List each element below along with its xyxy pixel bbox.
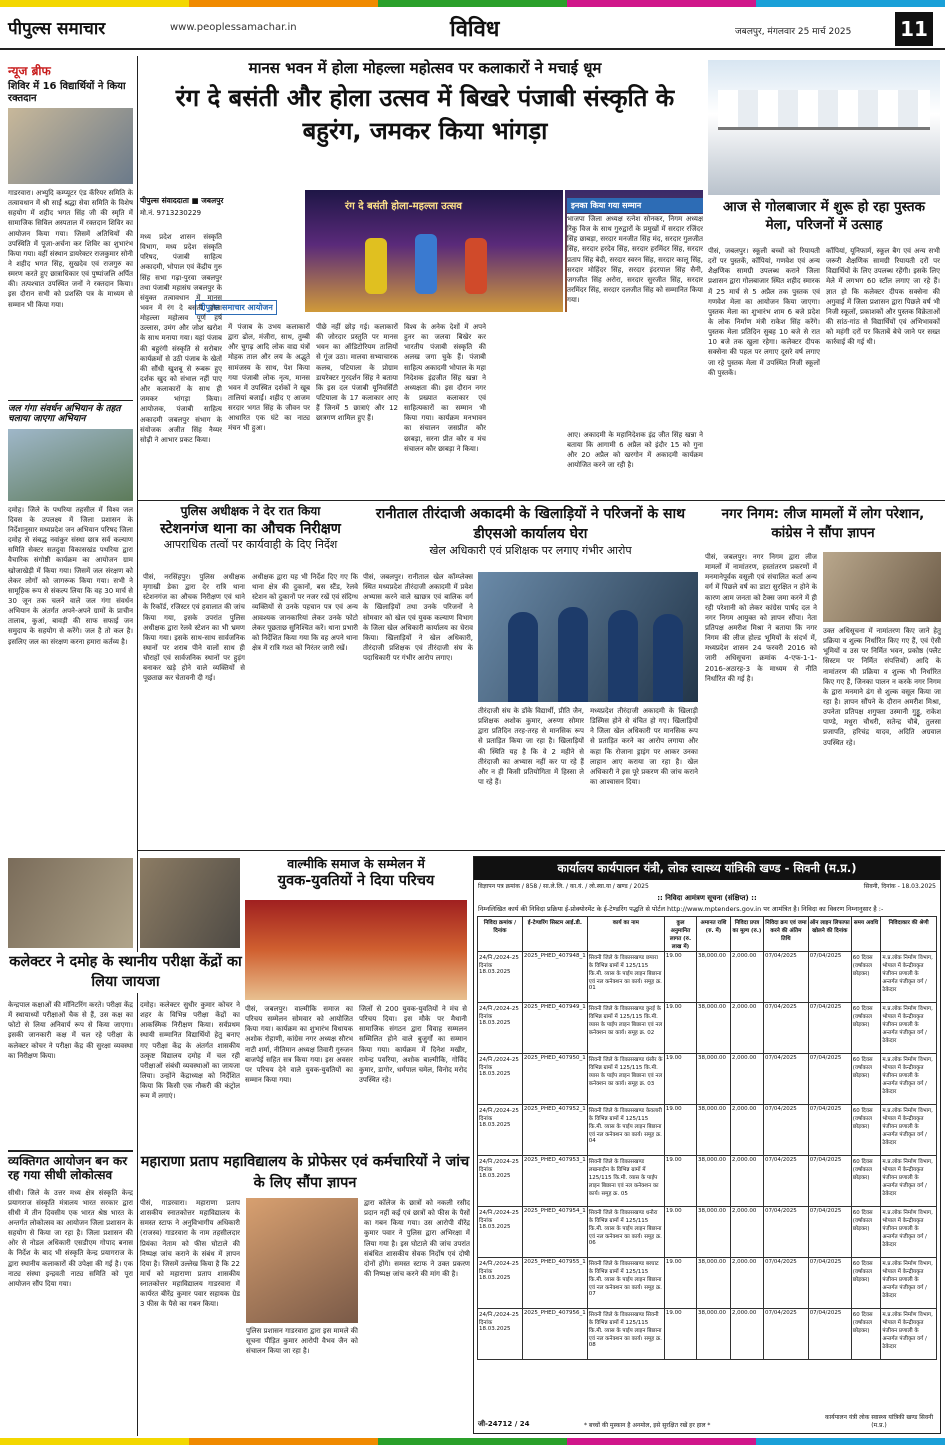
lead-col4: विश्व के अनेक देशों में अपने हुनर का जलवा बिखेर कर भारतीय पंजाबी संस्कृति की अलख जगा चुके हैं। पंजाबी साहित्य अकादमी भोपाल के महा निदेशक इंद्रजीत सिंह खन्ना ने अध्यक्षता की। इस दौरान नगर के प्रख्यात कलाकार एवं साहित्यकारों का सम्मान भी किया गया। कार्यक्रम मनभावन का संचालन जसप्रीत कौर छाबड़ा, सरना प्रीत कौर व मंच संचालन कौर छाबड़ा ने किया। [404, 323, 486, 453]
tender-cell-id: 2025_PHED_407956_1 [522, 1309, 587, 1360]
tender-cell-id: 2025_PHED_407950_1 [522, 1054, 587, 1105]
tender-cell-open: 07/04/2025 [808, 952, 851, 1003]
professor-col2: द्वारा कॉलेज के छात्रों को नकली रसीद प्रदान नहीं कई एवं छात्रों को फीस के पैसों का गबन किया गया। उस आरोपी वीरेंद्र कुमार पवार ने पुलिस द्वारा अभिरक्षा में लिया गया है। इस घोटाले की जांच उपरांत संबंधित शासकीय सेवक निर्दोष एवं दोषी दोनों होंगे। समस्त स्टाफ ने उक्त प्रकरण की निष्पक्ष जांच करने की मांग की है। [364, 1199, 470, 1278]
honor-body: भाजपा जिला अध्यक्ष रत्नेश सोनकर, निगम अध्यक्ष रिंकु विज के साथ गुरुद्वारों के प्रमुखों में सरदार रजिंदर सिंह छाबड़ा, सरदार मनजीत सिंह मंद, सरदार गुलजीत सिंह, सरदार हरदेव सिंह, सरदार हरमिंदर सिंह, सरदार प्रताप सिंह बेदी, सरदार स्वरन सिंह, सरदार कालू सिंह, सरदार मोहिंदर सिंह, सरदार इंदरपाल सिंह सैनी, जगजीत सिंह अरोरा, सरदार सुरजीत सिंह, सरदार तरमिंदर सिंह, सरदार दलजीत सिंह को सम्मानित किया गया। [567, 214, 703, 424]
tender-cell-cost: 19.00 [664, 1105, 696, 1156]
tender-cell-class: म.प्र.लोक निर्माण विभाग, भोपाल में केन्द्रीयकृत पंजीयन प्रणाली के अन्तर्गत पंजीकृत वर्ग /ठेकेदार [881, 1258, 937, 1309]
tender-cell-open: 07/04/2025 [808, 1003, 851, 1054]
tender-notice [473, 856, 941, 1434]
archery-photo [478, 572, 698, 702]
archery-headline: रानीताल तीरंदाजी अकादमी के खिलाड़ियों ने परिजनों के साथ डीएसओ कार्यालय घेरा [375, 506, 686, 542]
honor-label: इनका किया गया सम्मान [567, 198, 703, 213]
valmiki-kicker: वाल्मीकि समाज के सम्मेलन में [287, 856, 425, 871]
tender-footer-left: जी-24712 / 24 [478, 1420, 530, 1428]
tender-header-cell: कार्य का नाम [587, 917, 664, 952]
tender-signature: कार्यपालन यंत्री लोक स्वास्थ्य यांत्रिकी खण्ड सिवनी (म.प्र.) [824, 1414, 934, 1429]
tender-cell-id: 2025_PHED_407952_1 [522, 1105, 587, 1156]
tender-cell-emd: 38,000.00 [697, 1258, 731, 1309]
lead-kicker: मानस भवन में होला मोहल्ला महोत्सव पर कलाकारों ने मचाई धूम [248, 59, 602, 77]
archery-col2: तीरंदाजी संघ के डॉके विद्यार्थी, प्रीति जैन, प्रशिक्षक अशोक कुमार, अरुणा सोमार द्वारा प्रतिदिन तरह-तरह से मानसिक रूप से प्रताड़ित किया जा रहा है। खिलाड़ियों की स्थिति यह है कि वे 2 महीने से तीरंदाजी का अभ्यास नहीं कर पा रहे हैं और न ही किसी प्रतियोगिता में हिस्सा ले पा रहे हैं। [478, 707, 584, 786]
municipal-photo [823, 552, 941, 622]
tender-cell-last: 07/04/2025 [764, 1003, 809, 1054]
tender-cell-fee: 2,000.00 [730, 952, 763, 1003]
table-row [478, 1156, 937, 1207]
tender-cell-cost: 19.00 [664, 1258, 696, 1309]
tender-cell-fee: 2,000.00 [730, 1003, 763, 1054]
news-brief [8, 62, 133, 400]
tender-cell-emd: 38,000.00 [697, 1003, 731, 1054]
table-row [478, 1309, 937, 1360]
tender-cell-id: 2025_PHED_407955_1 [522, 1258, 587, 1309]
tender-ref: विज्ञापन पत्र क्रमांक / 858 / सा.ले.लि. / का.यं. / लो.स्वा.या / खण्ड / 2025 [478, 883, 649, 890]
water-photo [8, 429, 133, 501]
tender-header-cell: निविदा क्रय एवं जमा करने की अंतिम तिथि [764, 917, 809, 952]
tender-cell-period: 60 दिवस (वर्षाकाल छोड़कर) [851, 1207, 881, 1258]
tender-cell-no: 24/नि./2024-25 दिनांक 18.03.2025 [478, 1309, 523, 1360]
tender-table [477, 916, 937, 1360]
tender-cell-cost: 19.00 [664, 1207, 696, 1258]
water-story [8, 400, 133, 795]
collector-headline: कलेक्टर ने दमोह के स्थानीय परीक्षा केंद्रों का लिया जायजा [8, 952, 243, 993]
brief-body: गाडरवारा। अभ्युदि कम्प्यूटर एंड कॅरियर समिति के तत्वावधान में श्री साईं श्रद्धा सेवा समिति के विशेष सहयोग में शहीद भगत सिंह जी की स्मृति में सामाजिक सिविल अस्पताल में रक्तदान शिविर का आयोजन किया गया। जिसमें अतिथियों की उपस्थिति में पूजा-अर्चना कर शिविर का शुभारंभ किया गया। वहीं संस्थान डायरेक्टर राजकुमार सोनी ने शहीद भगत सिंह, सुखदेव एवं राजगुरु का स्मरण करते हुए छात्राधिकार एवं पुष्पांजलि अर्पित की। तत्पश्चात उपस्थित जनों ने रक्तदान किया। इस दौरान सभी को प्रशस्ति पत्र के माध्यम से सम्मान भी किया गया। [8, 189, 133, 309]
police-kicker: पुलिस अधीक्षक ने देर रात किया [180, 504, 321, 518]
tender-cell-no: 24/नि./2024-25 दिनांक 18.03.2025 [478, 1105, 523, 1156]
tender-cell-cost: 19.00 [664, 1156, 696, 1207]
tender-header-cell: ऑन लाइन लिफाफा खोलने की दिनांक [808, 917, 851, 952]
tender-cell-emd: 38,000.00 [697, 952, 731, 1003]
tender-cell-work: सिवनी जिले के विकासखण्ड छपारा के विभिन्न ग्रामों में 125/115 कि.मी. व्यास के पाईप लाइन बिछाना एवं नल कनेक्शन का कार्य। समूह क्र. 01 [587, 952, 664, 1003]
lead-col1: मध्य प्रदेश शासन संस्कृति विभाग, मध्य प्रदेश संस्कृति परिषद, पंजाबी साहित्य अकादमी, भोपाल एवं केंद्रीय गुरु सिंह सभा गढ़ा-पुरवा जबलपुर तथा पंजाबी महासंघ जबलपुर के संयुक्त तत्वावधान में मानस भवन में रंग दे बसंती, होला मोहल्ला महोत्सव पूर्ण हर्ष उल्लास, उमंग और जोश खरोश के साथ मनाया गया। यहां पंजाब की बहुरंगी संस्कृति से सरोबार कार्यक्रमों से उठी पंजाब के खेतों की सौंधी खुशबू से रूबरू हुए दर्शक खुद को संभाल नहीं पाए और कलाकारों के साथ ही जमकर भांगड़ा किया। आयोजक, पंजाबी साहित्य अकादमी जबलपुर संभाग के संयोजक अजीत सिंह नैय्यर सोढ़ी ने आभार प्रकट किया। [140, 233, 222, 444]
professor-headline: महाराणा प्रताप महाविद्यालय के प्रोफेसर एवं कर्मचारियों ने जांच के लिए सौंपा ज्ञापन [140, 1154, 470, 1192]
tender-cell-class: म.प्र.लोक निर्माण विभाग, भोपाल में केन्द्रीयकृत पंजीयन प्रणाली के अन्तर्गत पंजीकृत वर्ग /ठेकेदार [881, 952, 937, 1003]
collector-photo-right [140, 858, 240, 948]
tender-cell-fee: 2,000.00 [730, 1309, 763, 1360]
tender-cell-work: सिवनी जिले के विकासखण्ड केवलारी के विभिन्न ग्रामों में 125/115 कि.मी. व्यास के पाईप लाइन बिछाना एवं नल कनेक्शन का कार्य। समूह क्र. 04 [587, 1105, 664, 1156]
lead-byline-box [140, 196, 305, 218]
brief-tag: न्यूज ब्रीफ [8, 64, 51, 78]
tender-cell-last: 07/04/2025 [764, 1054, 809, 1105]
row-rule [138, 500, 945, 501]
tender-cell-class: म.प्र.लोक निर्माण विभाग, भोपाल में केन्द्रीयकृत पंजीयन प्रणाली के अन्तर्गत पंजीकृत वर्ग /ठेकेदार [881, 1054, 937, 1105]
tender-cell-period: 60 दिवस (वर्षाकाल छोड़कर) [851, 1258, 881, 1309]
lokotsav-headline: व्यक्तिगत आयोजन बन कर रह गया सीधी लोकोत्सव [8, 1150, 133, 1183]
table-row [478, 1054, 937, 1105]
table-row [478, 1105, 937, 1156]
tender-cell-work: सिवनी जिले के विकासखण्ड कुरई के विभिन्न ग्रामों में 125/115 कि.मी. व्यास के पाईप लाइन बिछाना एवं नल कनेक्शन का कार्य। समूह क्र. 02 [587, 1003, 664, 1054]
masthead [0, 10, 945, 50]
tender-cell-no: 24/नि./2024-25 दिनांक 18.03.2025 [478, 1003, 523, 1054]
tender-cell-last: 07/04/2025 [764, 1258, 809, 1309]
tender-cell-period: 60 दिवस (वर्षाकाल छोड़कर) [851, 1156, 881, 1207]
tender-cell-last: 07/04/2025 [764, 952, 809, 1003]
water-headline: जल गंगा संवर्धन अभियान के तहत चलाया जाएगा अभियान [8, 400, 133, 425]
tender-cell-open: 07/04/2025 [808, 1207, 851, 1258]
tender-cell-period: 60 दिवस (वर्षाकाल छोड़कर) [851, 1105, 881, 1156]
tender-cell-no: 24/नि./2024-25 दिनांक 18.03.2025 [478, 952, 523, 1003]
tender-cell-class: म.प्र.लोक निर्माण विभाग, भोपाल में केन्द्रीयकृत पंजीयन प्रणाली के अन्तर्गत पंजीकृत वर्ग /ठेकेदार [881, 1309, 937, 1360]
tender-cell-period: 60 दिवस (वर्षाकाल छोड़कर) [851, 1003, 881, 1054]
archery-col3: मध्यप्रदेश तीरंदाजी अकादमी के खिलाड़ी डिस्मिस होने से वंचित हो गए। खिलाड़ियों ने जिला खेल अधिकारी पर मानसिक रूप से प्रताड़ित करने का आरोप लगाया और कहा कि रोजाना ड्राइंग पर आकर उनका लाहान आए कराया जा रहा है। खेल अधिकारी ने इस पूरे प्रकरण की जांच कराने का आश्वासन दिया। [590, 707, 698, 786]
table-row [478, 952, 937, 1003]
tender-cell-class: म.प्र.लोक निर्माण विभाग, भोपाल में केन्द्रीयकृत पंजीयन प्रणाली के अन्तर्गत पंजीकृत वर्ग /ठेकेदार [881, 1105, 937, 1156]
tender-cell-open: 07/04/2025 [808, 1054, 851, 1105]
brief-headline: शिविर में 16 विद्यार्थियों ने किया रक्तदान [8, 81, 126, 104]
tender-cell-emd: 38,000.00 [697, 1156, 731, 1207]
lead-photo [305, 190, 563, 312]
tender-cell-last: 07/04/2025 [764, 1309, 809, 1360]
tender-cell-open: 07/04/2025 [808, 1258, 851, 1309]
water-body: दमोह। जिले के पथरिया तहसील में विश्व जल दिवस के उपलक्ष्य में जिला प्रशासन के निर्देशानुसार मध्यप्रदेश जन अभियान परिषद जिला दमोह से संबद्ध नवांकुर संस्था छात्र सर्व कल्याण समिति सेक्टर सतदुवा विकासखंड पथरिया द्वारा वैचारिक संगोष्ठी कार्यक्रम का आयोजन ग्राम खोजाखेड़ी में किया गया। जिसमें जल संरक्षण को लेकर लोगों को जागरूक किया गया। सभी ने सामूहिक रूप से संकल्प लिया कि वह 30 मार्च से 30 जून तक चलने वाले जल गंगा संवर्धन अभियान के अंतर्गत अपने-अपने ग्रामों के प्राचीन तालाब, कुआं, बावड़ी की साफ सफाई जन समुदाय के सहयोग से करेंगे। जल है तो कल है। इसलिए जल का संरक्षण करना हमारा कर्तव्य है। [8, 505, 133, 646]
municipal-col1: पीसं, जबलपुर। नगर निगम द्वारा लीज मामलों में नामांतरण, हस्तांतरण प्रकरणों में मनमानेपूर्वक वसूली एवं संचालित कर्ता अन्य वर्ग में पिछले वर्ष का डाटा सुरक्षित न होने के कारण आम जनता को टैक्स जमा करने में ही रही परेशानी को लेकर कांग्रेस पार्षद दल ने नगर निगम आयुक्त को ज्ञापन सौंपा। नेता प्रतिपक्ष अमरीश मिश्रा ने बताया कि नगर निगम की लीज होल्ड भूमियों के संदर्भ में, मध्यप्रदेश शासन 24 फरवरी 2016 को जारी अधिसूचना क्रमांक 4-एफ-1-1-2016-अठारह-3 के माध्यम से नीति निर्धारित की गई है। [705, 553, 817, 683]
lead-logo: पीपुल्स समाचार आयोजन [195, 300, 277, 315]
top-color-bar [0, 0, 945, 7]
lead-headline: रंग दे बसंती और होला उत्सव में बिखरे पंजाबी संस्कृति के बहुरंग, जमकर किया भांगड़ा [175, 84, 675, 145]
table-row [478, 1003, 937, 1054]
tender-header-cell: निविदाकार की श्रेणी [881, 917, 937, 952]
tender-cell-fee: 2,000.00 [730, 1258, 763, 1309]
tender-cell-open: 07/04/2025 [808, 1105, 851, 1156]
table-row [478, 1258, 937, 1309]
site-url[interactable]: www.peoplessamachar.in [170, 22, 297, 33]
collector-col1: दमोह। कलेक्टर सुधीर कुमार कोचर ने शहर के विभिन्न परीक्षा केंद्रों का आकस्मिक निरीक्षण किया। सर्वप्रथम स्थायी सम्मानित विद्यार्थियों हेतु बनाए गए परीक्षा केंद्र के अंतर्गत शासकीय उत्कृष्ट विद्यालय दमोह में चल रही परीक्षाओं संबंधी व्यवस्थाओं का जायजा लिया। उन्होंने केंद्राध्यक्ष को निर्देशित किया कि किसी एक नौकरी की कंट्रोल रूम में लगाएं। [140, 1001, 240, 1101]
tender-date: सिवनी, दिनांक - 18.03.2025 [863, 883, 936, 890]
tender-header-cell: ई-टेण्डरिंग सिस्टम आई.डी. [522, 917, 587, 952]
honor-body-2: आए। अकादमी के महानिदेशक इंद्र जीत सिंह खन्ना ने बताया कि आगामी 6 अप्रैल को इंदौर 15 को गुना और 20 अप्रैल को खरगोन में अकादमी कार्यक्रम आयोजित करने जा रही है। [567, 431, 703, 470]
bookfair-col1: पीसं, जबलपुर। स्कूली बच्चों को रियायती दरों पर पुस्तकें, कॉपियां, गणवेश एवं अन्य शैक्षणिक सामग्री उपलब्ध कराने जिला प्रशासन द्वारा गोलबाजार स्थित शहीद स्मारक में 25 मार्च से 5 अप्रैल तक पुस्तक एवं गणवेश मेला का आयोजन किया जाएगा। पुस्तक मेला का शुभारंभ शाम 6 बजे प्रदेश के लोक निर्माण मंत्री राकेश सिंह करेंगे। पुस्तक मेला प्रतिदिन सुबह 10 बजे से रात 10 बजे तक खुला रहेगा। कलेक्टर दीपक सक्सेना की पहल पर लगाए दूसरे वर्ष लगाए जा रहे पुस्तक मेला में उपस्थित निजी स्कूलों की पुस्तकें। [708, 247, 820, 377]
tender-header-cell: कुल अनुमानित लागत (रु. लाख में) [664, 917, 696, 952]
table-row [478, 1207, 937, 1258]
row-rule [138, 850, 945, 851]
professor-caption: पुलिस प्रशासन गाडरवारा द्वारा इस मामले की सूचना पीड़ित कुमार आरोपी वैभव जैन को संचालन किया जा रहा है। [246, 1327, 358, 1356]
tender-header-cell: समय अवधि [851, 917, 881, 952]
lead-col2: में पंजाब के उभय कलाकारों द्वारा ढोल, मंजीरा, साथ, तुम्बी और चुगढ़ आदि लोक वाद्य यंत्रों मोहक ताल और लय के अद्भुते सामंजस्य के साथ, पेश किया गया पंजाबी लोक नृत्य, मानस भवन में उपस्थित दर्शकों ने खूब तालियां बजाईं। शहीद ए आजम सरदार भगत सिंह के जीवन पर आधारित एक घंटे का नाट्य मंचन भी हुआ। [228, 323, 310, 433]
lead-story [145, 60, 705, 147]
police-deck: आपराधिक तत्वों पर कार्यवाही के दिए निर्देश [163, 537, 338, 551]
tender-header-cell: निविदा प्रपत्र का मूल्य (रु.) [730, 917, 763, 952]
section-title: विविध [450, 17, 500, 42]
tender-cell-id: 2025_PHED_407949_1 [522, 1003, 587, 1054]
professor-photo [246, 1198, 358, 1323]
bookfair-headline: आज से गोलबाजार में शुरू हो रहा पुस्तक मेला, परिजनों में उत्साह [723, 199, 925, 234]
tender-notice-title: :: निविदा आमंत्रण सूचना (संक्षिप्त) :: [657, 894, 757, 902]
valmiki-col2: जिलों से 200 युवक-युवतियों ने मंच से परिचय दिया। इस मौके पर मैथानी सामाजिक संगठन द्वारा विवाह सम्मलन सम्मिलित होने वाले बुजुर्गों का सम्मान किया गया। कार्यक्रम में दिनेश मखीर, रामेन्द्र पवरिया, अशोक बाल्मीकि, गोविंद कुमार, डागोर, धर्मपाल चमेल, विनोद मरोद उपस्थित रहे। [359, 1005, 467, 1084]
tender-cell-last: 07/04/2025 [764, 1156, 809, 1207]
police-story [143, 505, 358, 552]
tender-cell-work: सिवनी जिले के विकासखण्ड सिवनी के विभिन्न ग्रामों में 125/115 कि.मी. व्यास के पाईप लाइन बिछाना एवं नल कनेक्शन का कार्य। समूह क्र. 08 [587, 1309, 664, 1360]
bookfair-photo [708, 60, 940, 195]
tender-cell-open: 07/04/2025 [808, 1309, 851, 1360]
collector-col0: केन्द्रपाल कक्षाओं की मॉनिटरिंग करते। परीक्षा केंद्र में स्थायाध्यों परीक्षाओं चैक से हैं, उस कक्ष का फोटो से लिया अनिवार्य रूप से किया जाएगा। इसकी जानकारी कक्ष में चल रहे परीक्षा के कलेक्टर कोचर ने परीक्षा केंद्र की सुरक्षा व्यवस्था का निरीक्षण किया। [8, 1001, 133, 1060]
tender-cell-class: म.प्र.लोक निर्माण विभाग, भोपाल में केन्द्रीयकृत पंजीयन प्रणाली के अन्तर्गत पंजीकृत वर्ग /ठेकेदार [881, 1207, 937, 1258]
dateline: जबलपुर, मंगलवार 25 मार्च 2025 [735, 27, 852, 37]
tender-cell-cost: 19.00 [664, 1054, 696, 1105]
tender-cell-emd: 38,000.00 [697, 1309, 731, 1360]
honor-section [567, 198, 703, 213]
valmiki-photo [245, 900, 467, 1000]
tender-cell-no: 24/नि./2024-25 दिनांक 18.03.2025 [478, 1156, 523, 1207]
tender-header-cell: निविदा क्रमांक / दिनांक [478, 917, 523, 952]
tender-cell-cost: 19.00 [664, 1309, 696, 1360]
bookfair-col2: कॉपियां, यूनिफार्म, स्कूल बैग एवं अन्य सभी जरूरी शैक्षणिक सामग्री रियायती दरों पर विद्यार्थियों के लिए उपलब्ध रहेंगी। इसके लिए मेले में लगभग 60 स्टॉल लगाए जा रहे हैं। ज्ञात हो कि कलेक्टर दीपक सक्सेना की अगुवाई में जिला प्रशासन द्वारा पिछले वर्ष भी निजी स्कूलों, प्रकाशकों और पुस्तक विक्रेताओं की सांठ-गांठ से विद्यार्थियों एवं अभिभावकों को महंगी दरों पर किताबें बेचे जाने पर सख्त कार्रवाई की गई थी। [826, 247, 940, 347]
tender-cell-fee: 2,000.00 [730, 1207, 763, 1258]
tender-title: कार्यालय कार्यपालन यंत्री, लोक स्वास्थ्य यांत्रिकी खण्ड - सिवनी (म.प्र.) [474, 857, 940, 880]
tender-cell-open: 07/04/2025 [808, 1156, 851, 1207]
tender-intro: निम्नलिखित कार्य की निविदा प्रक्रिया ई-प्रोक्योरमेंट के ई-टेण्डरिंग पद्धति से पोर्टल http://www.mptenders.gov.in पर आमंत्रित है। निविदा का विवरण निम्नानुसार है :- [478, 905, 884, 913]
lokotsav-story [8, 1150, 133, 1413]
archery-deck: खेल अधिकारी एवं प्रशिक्षक पर लगाए गंभीर आरोप [429, 544, 632, 558]
tender-cell-no: 24/नि./2024-25 दिनांक 18.03.2025 [478, 1207, 523, 1258]
police-col2: अधीक्षक द्वारा यह भी निर्देश दिए गए कि थाना क्षेत्र की दुकानों, बस स्टैंड, रेलवे स्टेशन को दुकानों पर नजर रखें एवं संदिग्ध व्यक्तियों से उनके पहचान पत्र एवं अन्य आवश्यक जानकारियां लेकर उनके फोटो लेकर पूछताछ सुनिश्चित करें। थाना प्रभारी को निर्देशित किया गया कि वह अपने थाना क्षेत्र में रात्रि गश्त को निरंतर जारी रखें। [252, 573, 358, 652]
lead-col3: पीछे नहीं छोड़ गई। कलाकारों की जोरदार प्रस्तुति पर मानस भवन का ऑडिटोरियम तालियों से गूंज उठा। मालवा सभ्याचारक कलब, पटियाला के प्रोग्राम डायरेक्टर गुरदर्शन सिंह ने बताया कि इस दल पंजाबी यूनिवर्सिटी पटियाला के 17 कलाकार आए हैं जिनमें 5 छात्राएं और 12 छात्रगण शामिल हुए हैं। [316, 323, 398, 423]
tender-cell-no: 24/नि./2024-25 दिनांक 18.03.2025 [478, 1258, 523, 1309]
tender-cell-fee: 2,000.00 [730, 1156, 763, 1207]
tender-header-cell: अमानत राशि (रु. में) [697, 917, 731, 952]
tender-cell-id: 2025_PHED_407953_1 [522, 1156, 587, 1207]
tender-cell-work: सिवनी जिले के विकासखण्ड बरघाट के विभिन्न ग्रामों में 125/115 कि.मी. व्यास के पाईप लाइन बिछाना एवं नल कनेक्शन का कार्य। समूह क्र. 07 [587, 1258, 664, 1309]
professor-col1: पीसं, गाडरवारा। महाराणा प्रताप शासकीय स्नातकोत्तर महाविद्यालय के समस्त स्टाफ ने अनुविभागीय अधिकारी (राजस्व) गाडरवारा के नाम तहसीलदार प्रियंका नेताम को फीस घोटाले की निष्पक्ष जांच कराने के संबंध में ज्ञापन दिया है। जिसमें उल्लेख किया है कि 22 मार्च को महाराणा प्रताप शासकीय स्नातकोत्तर महाविद्यालय गाडरवारा में कार्यरत बीरेंद्र कुमार पवार सहायक ग्रेड 3 फीस के पैसे का गबन किया। [140, 1199, 240, 1309]
tender-cell-period: 60 दिवस (वर्षाकाल छोड़कर) [851, 952, 881, 1003]
tender-cell-period: 60 दिवस (वर्षाकाल छोड़कर) [851, 1309, 881, 1360]
tender-footer-note: * बच्चों की मुस्कान है अनमोल, इसे सुरक्षित रखें हर हाल * [584, 1422, 711, 1429]
tender-cell-fee: 2,000.00 [730, 1105, 763, 1156]
tender-cell-id: 2025_PHED_407948_1 [522, 952, 587, 1003]
tender-cell-last: 07/04/2025 [764, 1105, 809, 1156]
tender-cell-class: म.प्र.लोक निर्माण विभाग, भोपाल में केन्द्रीयकृत पंजीयन प्रणाली के अन्तर्गत पंजीकृत वर्ग /ठेकेदार [881, 1156, 937, 1207]
brand-name: पीपुल्स समाचार [8, 19, 106, 39]
tender-cell-emd: 38,000.00 [697, 1054, 731, 1105]
police-headline: स्टेशनगंज थाना का औचक निरीक्षण [160, 520, 341, 537]
tender-cell-period: 60 दिवस (वर्षाकाल छोड़कर) [851, 1054, 881, 1105]
municipal-col2: उक्त अधिसूचना में नामांतरण किए जाने हेतु प्रक्रिया व शुल्क निर्धारित किए गए हैं, एवं ऐसी भूमियों व उस पर निर्मित भवन, प्रकोष्ठ (फ्लैट सिस्टम पर निर्मित संपत्तियों) आदि के नामांतरण की प्रक्रिया व शुल्क भी निर्धारित किए गए हैं, जिनका पालन न करके नगर निगम के द्वारा मनमाने ढंग से शुल्क वसूल किया जा रहा है। ज्ञापन सौंपने के दौरान अमरीश मिश्रा, उपनेता प्रतिपक्ष शगुफ्ता उस्मानी गुड्डू, राकेश पाण्डे, मधुरा चौधरी, सतेन्द्र चौबे, तुलसा प्रजापति, हरिचंद्र यादव, अदिति अग्रवाल उपस्थित रहे। [823, 627, 941, 747]
lead-mobile: मो.नं. 9713230229 [140, 209, 202, 217]
tender-cell-last: 07/04/2025 [764, 1207, 809, 1258]
archery-story [363, 505, 698, 558]
tender-cell-emd: 38,000.00 [697, 1105, 731, 1156]
tender-cell-fee: 2,000.00 [730, 1054, 763, 1105]
tender-cell-work: सिवनी जिले के विकासखण्ड लखनादौन के विभिन्न ग्रामों में 125/115 कि.मी. व्यास के पाईप लाइन बिछाना एवं नल कनेक्शन का कार्य। समूह क्र. 05 [587, 1156, 664, 1207]
lokotsav-body: सीधी। जिले के उत्तर मध्य क्षेत्र संस्कृति केन्द्र प्रयागराज संस्कृति मंत्रालय भारत सरकार द्वारा सीधी में तीन दिवसीय एक भारत श्रेष्ठ भारत के अन्तर्गत लोकोत्सव का आयोजन जिला प्रशासन के सहयोग से किया जा रहा है। जिला प्रशासन की ओर से नोडल अधिकारी एसडीएम गोपाद बनास के निर्देश के बाद भी संस्कृति केन्द्र प्रयागराज के द्वारा स्थानीय कलाकारों की उपेक्षा की गई है। एक नाट्य संस्था इन्द्रवती नाट्य समिति को पूरा आयोजन सौंप दिया गया। [8, 1188, 133, 1288]
valmiki-story [245, 857, 467, 890]
collector-photo-left [8, 858, 133, 948]
valmiki-col1: पीसं, जबलपुर। वाल्मीकि समाज का परिचय सम्मेलन सोमवार को आयोजित किया गया। कार्यक्रम का शुभारंभ विधायक अशोक रोहाणी, कांग्रेस नगर अध्यक्ष सौरभ नाटी शर्मा, नीतिमान अध्यक्ष तिवारी गुरुजन बाजपेई सहित सत्र किया गया। इस अवसर पर परिचय देने वाले युवक-युवतियों का सम्मान किया गया। [245, 1005, 353, 1084]
tender-cell-work: सिवनी जिले के विकासखण्ड घंसौर के विभिन्न ग्रामों में 125/115 कि.मी. व्यास के पाईप लाइन बिछाना एवं नल कनेक्शन का कार्य। समूह क्र. 03 [587, 1054, 664, 1105]
page-number: 11 [895, 12, 933, 46]
valmiki-headline: युवक-युवतियों ने दिया परिचय [277, 873, 435, 890]
municipal-headline: नगर निगम: लीज मामलों में लोग परेशान, कांग्रेस ने सौंपा ज्ञापन [721, 506, 925, 541]
tender-cell-work: सिवनी जिले के विकासखण्ड धनौरा के विभिन्न ग्रामों में 125/115 कि.मी. व्यास के पाईप लाइन बिछाना एवं नल कनेक्शन का कार्य। समूह क्र. 06 [587, 1207, 664, 1258]
tender-cell-class: म.प्र.लोक निर्माण विभाग, भोपाल में केन्द्रीयकृत पंजीयन प्रणाली के अन्तर्गत पंजीकृत वर्ग /ठेकेदार [881, 1003, 937, 1054]
bottom-color-bar [0, 1438, 945, 1445]
tender-cell-emd: 38,000.00 [697, 1207, 731, 1258]
tender-cell-cost: 19.00 [664, 1003, 696, 1054]
tender-cell-no: 24/नि./2024-25 दिनांक 18.03.2025 [478, 1054, 523, 1105]
archery-col1: पीसं, जबलपुर। रानीताल खेल कॉम्प्लेक्स स्थित मध्यप्रदेश तीरंदाजी अकादमी में प्रवेश अभ्यास करने वाले खाछत्र एवं बालिक वर्ग के खिलाड़ियों तथा उनके परिजनों ने सोमवार को खेल एवं युवक कल्याण विभाग के जिला खेल अधिकारी कार्यालय का घेराव किया। खिलाड़ियों ने खेल अधिकारी, तीरंदाजी प्रशिक्षक एवं तीरंदाजी संघ के पदाधिकारी पर गंभीर आरोप लगाए। [363, 573, 473, 663]
column-rule [137, 56, 138, 1436]
lead-photo-caption: रंग दे बसंती होला-महल्ला उत्सव [345, 201, 462, 212]
tender-cell-cost: 19.00 [664, 952, 696, 1003]
lead-byline: पीपुल्स संवाददाता ■ जबलपुर [140, 196, 224, 205]
police-col1: पीसं, नरसिंहपुर। पुलिस अधीक्षक मृगाखी डेका द्वारा देर रात्रि थाना स्टेशनगंज का औचक निरीक्षण एवं थाने के रिकॉर्ड, रजिस्टर एवं हवालात की जांच किया गया, इसके उपरांत पुलिस अधीक्षक द्वारा रेलवे स्टेशन का भी भ्रमण किया गया। इसके साथ-साथ सार्वजनिक स्थानों पर शराब पीने वालों साथ ही चौराहों एवं सार्वजनिक स्थानों पर हुड़ंग बनाकर खड़े होने वाले व्यक्तियों से पूछताछ कर चेतावनी दी गई। [143, 573, 245, 683]
tender-cell-id: 2025_PHED_407954_1 [522, 1207, 587, 1258]
brief-photo [8, 108, 133, 184]
